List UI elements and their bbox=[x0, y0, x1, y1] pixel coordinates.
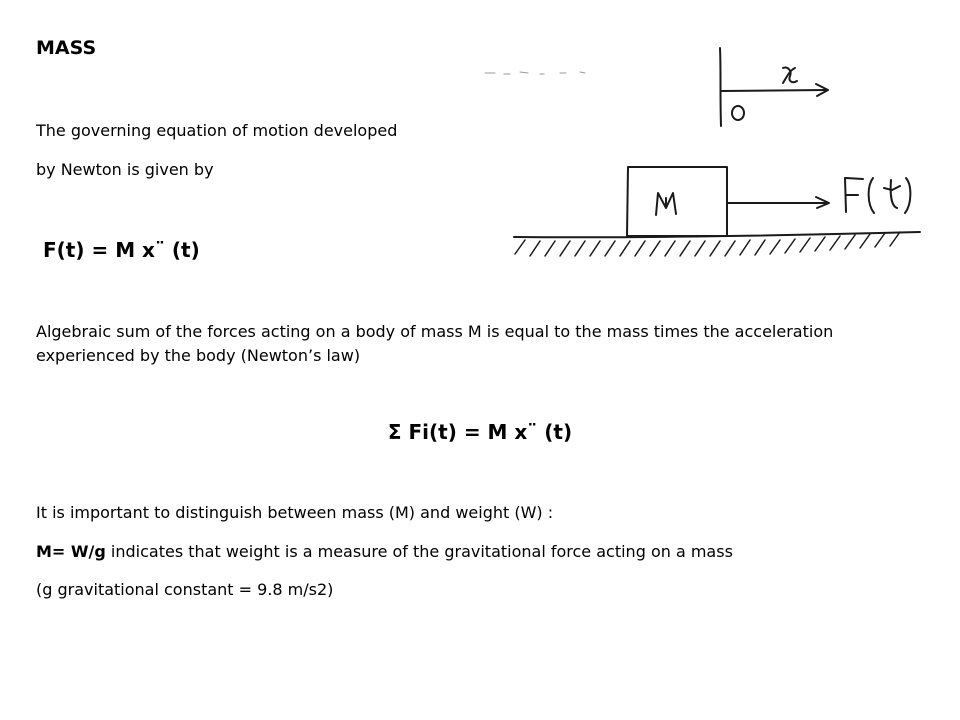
force-label-glyph bbox=[845, 178, 910, 213]
gravity-note: (g gravitational constant = 9.8 m/s2) bbox=[36, 580, 334, 599]
equation-sum-forces: Σ Fi(t) = M x¨ (t) bbox=[387, 420, 573, 444]
equation-newton: F(t) = M x¨ (t) bbox=[43, 238, 200, 262]
mass-weight-explanation: indicates that weight is a measure of the gravitational force acting on a mass bbox=[105, 542, 733, 561]
origin-glyph bbox=[732, 106, 744, 120]
mass-force-sketch bbox=[470, 30, 940, 280]
newton-law-paragraph: Algebraic sum of the forces acting on a body of mass M is equal to the mass times the acceleration experienced by the body (Newton’s law) bbox=[36, 322, 834, 365]
intro-line-2: by Newton is given by bbox=[36, 160, 214, 179]
reference-wall bbox=[720, 48, 721, 126]
mass-weight-formula: M= W/g bbox=[36, 542, 106, 561]
x-label-glyph bbox=[783, 68, 797, 83]
x-axis-arrow bbox=[722, 90, 826, 91]
mass-block bbox=[627, 167, 727, 236]
intro-line-1: The governing equation of motion developed bbox=[36, 121, 398, 140]
mass-weight-relation bbox=[36, 542, 733, 561]
ground-line bbox=[514, 232, 920, 237]
mass-label-glyph bbox=[656, 193, 676, 215]
slide-title: MASS bbox=[36, 37, 97, 59]
mass-weight-intro: It is important to distinguish between mass (M) and weight (W) : bbox=[36, 503, 554, 522]
